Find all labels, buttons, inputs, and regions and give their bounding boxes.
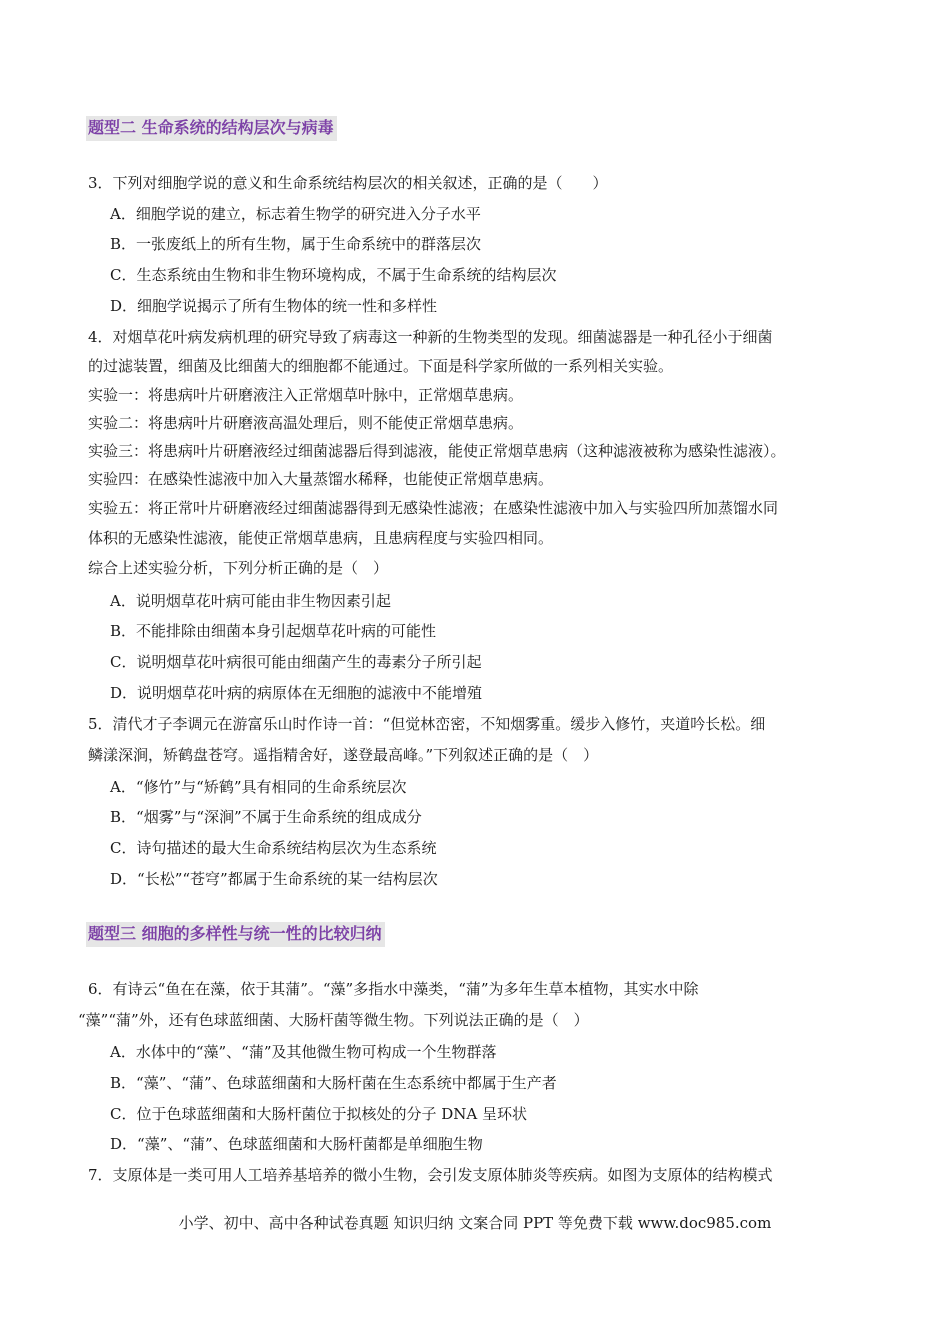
question-6-stem-line: “藻”“蒲”外，还有色球蓝细菌、大肠杆菌等微生物。下列说法正确的是（ ）	[78, 1011, 589, 1029]
question-4-option-d: D．说明烟草花叶病的病原体在无细胞的滤液中不能增殖	[110, 684, 483, 702]
question-3-option-c: C．生态系统由生物和非生物环境构成，不属于生命系统的结构层次	[110, 266, 557, 284]
experiment-5-line-cont: 体积的无感染性滤液，能使正常烟草患病，且患病程度与实验四相同。	[88, 529, 554, 547]
question-3-option-a: A．细胞学说的建立，标志着生物学的研究进入分子水平	[110, 205, 481, 223]
question-4-option-a: A．说明烟草花叶病可能由非生物因素引起	[110, 592, 391, 610]
question-7-stem: 7．支原体是一类可用人工培养基培养的微小生物，会引发支原体肺炎等疾病。如图为支原体的结构模式	[88, 1166, 773, 1184]
experiment-3-line: 实验三：将患病叶片研磨液经过细菌滤器后得到滤液，能使正常烟草患病（这种滤液被称为感染性滤液）。	[88, 442, 786, 460]
question-6-option-b: B．“藻”、“蒲”、色球蓝细菌和大肠杆菌在生态系统中都属于生产者	[110, 1074, 557, 1092]
question-3-option-d: D．细胞学说揭示了所有生物体的统一性和多样性	[110, 297, 438, 315]
section-heading-type2: 题型二 生命系统的结构层次与病毒	[86, 116, 337, 141]
question-5-option-b: B．“烟雾”与“深涧”不属于生命系统的组成成分	[110, 808, 422, 826]
question-4-stem-line: 4．对烟草花叶病发病机理的研究导致了病毒这一种新的生物类型的发现。细菌滤器是一种孔径小于细菌	[88, 328, 773, 346]
experiment-4-line: 实验四：在感染性滤液中加入大量蒸馏水稀释，也能使正常烟草患病。	[88, 470, 554, 488]
section-heading-type3: 题型三 细胞的多样性与统一性的比较归纳	[86, 922, 385, 947]
question-6-option-a: A．水体中的“藻”、“蒲”及其他微生物可构成一个生物群落	[110, 1043, 497, 1061]
question-3-option-b: B．一张废纸上的所有生物，属于生命系统中的群落层次	[110, 235, 482, 253]
question-6-stem-line: 6．有诗云“鱼在在藻，依于其蒲”。“藻”多指水中藻类，“蒲”为多年生草本植物，其实水中除	[88, 980, 699, 998]
question-4-prompt: 综合上述实验分析，下列分析正确的是（ ）	[88, 559, 389, 577]
question-4-option-c: C．说明烟草花叶病很可能由细菌产生的毒素分子所引起	[110, 653, 482, 671]
experiment-1-line: 实验一：将患病叶片研磨液注入正常烟草叶脉中，正常烟草患病。	[88, 386, 524, 404]
question-3-stem: 3．下列对细胞学说的意义和生命系统结构层次的相关叙述，正确的是（ ）	[88, 174, 608, 192]
experiment-2-line: 实验二：将患病叶片研磨液高温处理后，则不能使正常烟草患病。	[88, 414, 524, 432]
question-5-stem-line: 鳞漾深涧，矫鹤盘苍穹。遥指精舍好，遂登最高峰。”下列叙述正确的是（ ）	[88, 746, 599, 764]
question-6-option-c: C．位于色球蓝细菌和大肠杆菌位于拟核处的分子 DNA 呈环状	[110, 1105, 527, 1123]
page-footer: 小学、初中、高中各种试卷真题 知识归纳 文案合同 PPT 等免费下载 www.doc985.com	[178, 1214, 772, 1232]
experiment-5-line: 实验五：将正常叶片研磨液经过细菌滤器得到无感染性滤液；在感染性滤液中加入与实验四所加蒸馏水同	[88, 499, 779, 517]
question-5-option-c: C．诗句描述的最大生命系统结构层次为生态系统	[110, 839, 437, 857]
question-5-stem-line: 5．清代才子李调元在游富乐山时作诗一首：“但觉林峦密，不知烟雾重。缓步入修竹，夹道吟长松。细	[88, 715, 766, 733]
question-6-option-d: D．“藻”、“蒲”、色球蓝细菌和大肠杆菌都是单细胞生物	[110, 1135, 483, 1153]
question-4-option-b: B．不能排除由细菌本身引起烟草花叶病的可能性	[110, 622, 437, 640]
question-4-stem-line: 的过滤装置，细菌及比细菌大的细胞都不能通过。下面是科学家所做的一系列相关实验。	[88, 357, 674, 375]
question-5-option-d: D．“长松”“苍穹”都属于生命系统的某一结构层次	[110, 870, 438, 888]
question-5-option-a: A．“修竹”与“矫鹤”具有相同的生命系统层次	[110, 778, 407, 796]
